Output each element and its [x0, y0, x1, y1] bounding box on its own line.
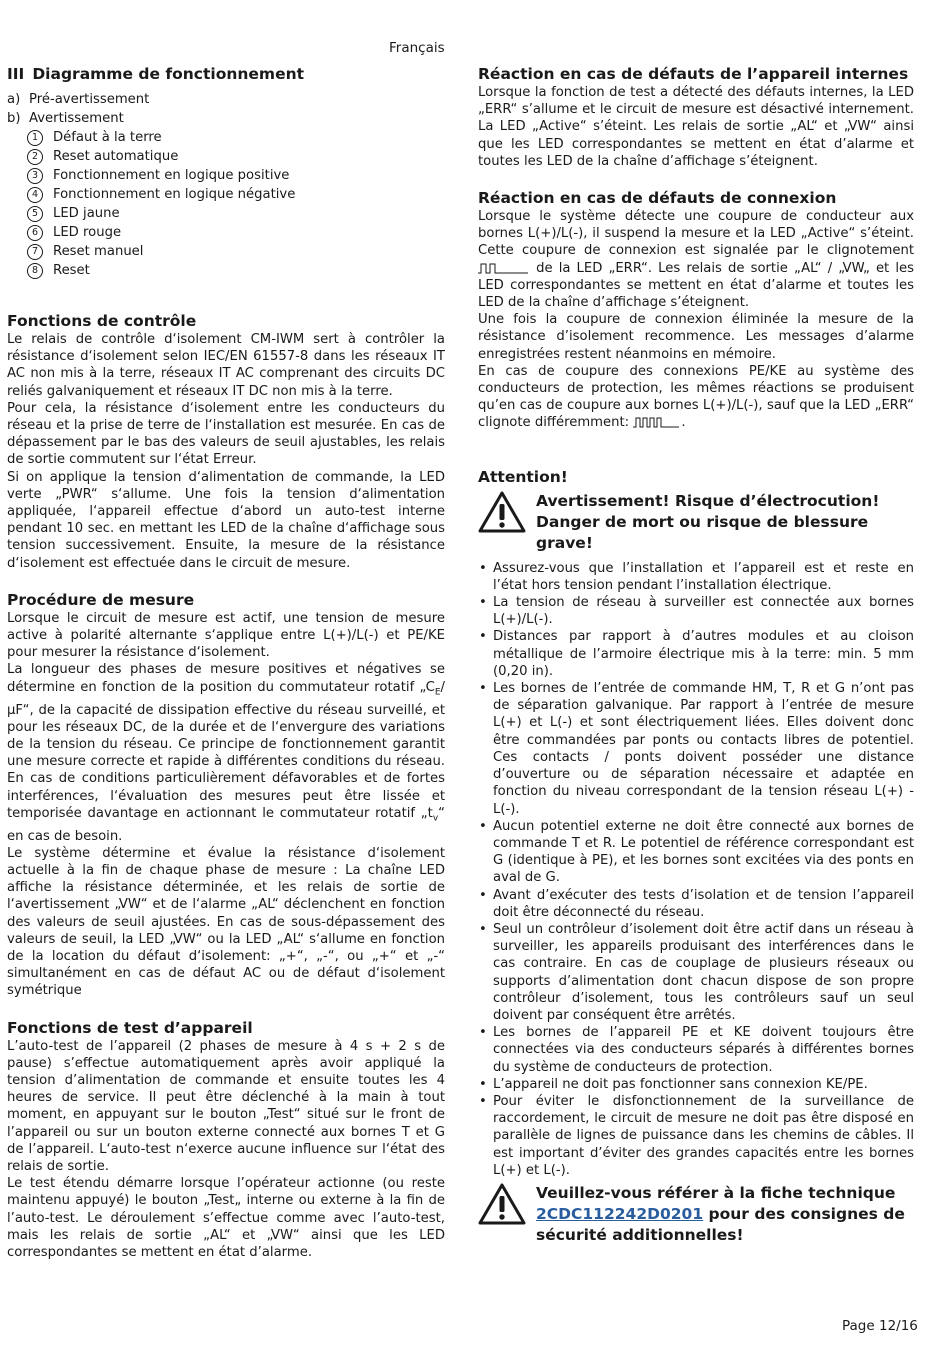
legend-list [7, 90, 445, 280]
warning-triangle-icon [478, 491, 526, 533]
circled-number: 2 [27, 149, 43, 165]
list-item: • Pour éviter le disfonctionnement de la surveillance de raccordement, le circuit de mesure ne doit pas être disposé en parallèle de lignes de puissance dans les chemins de câbles. Il est important d’éviter des grandes capacités entre les bornes L(+) et L(-). [478, 1093, 914, 1179]
right-column [478, 64, 914, 1246]
paragraph: La longueur des phases de mesure positives et négatives se détermine en fonction de la position du commutateur rotatif $„C_E/\mu F“$, de la capacité de dissipation effective du réseau surveillé, et pour les réseaux DC, de la durée et de l‘envergure des variations de la tension du réseau. Ce principe de fonctionnement garantit une mesure correcte et rapide à différentes conditions du réseau. En cas de conditions particulièrement défavorables et de fortes interférences, l‘évaluation des mesures peut être lissée et temporisée davantage en actionnant le commutateur rotatif $„t_v“$ en cas de besoin. [7, 662, 445, 844]
legend-sub-item: 6 LED rouge [7, 223, 445, 242]
connection-faults-heading: Réaction en cas de défauts de connexion [478, 189, 837, 208]
legend-sub-item: 7 Reset manuel [7, 242, 445, 261]
circled-number: 7 [27, 244, 43, 260]
section-heading [7, 64, 445, 84]
page-number: Page 12/16 [842, 1318, 918, 1334]
circled-number: 5 [27, 206, 43, 222]
paragraph: Lorsque la fonction de test a détecté des défauts internes, la LED „ERR“ s’allume et le circuit de mesure est désactivé internement. La LED „Active“ s’éteint. Les relais de sortie „AL“ et „VW“ ainsi que les LED correspondantes se mettent en état d’alarme et toutes les LED de la chaîne d’affichage s’éteignent. [478, 85, 914, 169]
circled-number: 1 [27, 130, 43, 146]
legend-sub-item: 2 Reset automatique [7, 147, 445, 166]
measure-heading: Procédure de mesure [7, 590, 195, 609]
paragraph: Le système détermine et évalue la résistance d‘isolement actuelle à la fin de chaque phase de mesure : La chaîne LED affiche la résistance déterminée, et les relais de sortie de l‘avertissement „VW“ et de l‘alarme „AL“ déclenchent en fonction des valeurs de seuil ajustées. En cas de sous-dépassement des valeurs de seuil, la LED „VW“ ou la LED „AL“ s‘allume en fonction de la location du défaut d‘isolement: „+“, „-“, ou „+“ et „-“ simultanément en cas de défaut AC ou de défaut d‘isolement symétrique [7, 845, 445, 999]
paragraph: Lorsque le circuit de mesure est actif, une tension de mesure active à polarité alternante s‘applique entre L(+)/L(-) et PE/KE pour mesurer la résistance d‘isolement. [7, 610, 445, 661]
circled-number: 6 [27, 225, 43, 241]
list-item: • Assurez-vous que l’installation et l’appareil est et reste en l’état hors tension pendant l’installation électrique. [478, 560, 914, 594]
list-item: • Les bornes de l’entrée de commande HM, T, R et G n’ont pas de séparation galvanique. Par rapport à l’entrée de mesure L(+) et L(-) et sont électriquement liées. Elles doivent donc être commandées par ponts ou contacts libres de potentiel. Ces contacts / ponts doivent posséder une distance d’ouverture ou de séparation nécessaire et adaptée en fonction du niveau correspondant de la tension réseau L(+) - L(-). [478, 680, 914, 818]
list-item: • Aucun potentiel externe ne doit être connecté aux bornes de commande T et R. Le potentiel de référence correspondant est G (identique à PE), et les bornes sont excitées via des ponts en aval de G. [478, 818, 914, 887]
test-heading: Fonctions de test d’appareil [7, 1018, 253, 1037]
paragraph: Lorsque le système détecte une coupure de conducteur aux bornes L(+)/L(-), il suspend la mesure et la LED „Active“ s’éteint. Cette coupure de connexion est signalée par le clignotement de la LED „ERR“. Les relais de sortie „AL“ / „VW„ et les LED correspondantes se mettent en état d’alarme et toutes les LED de la chaîne d’affichage s’éteignent. [478, 209, 914, 311]
language-label: Français [389, 40, 445, 56]
blink-pattern-icon [633, 416, 681, 428]
list-item: • Les bornes de l’appareil PE et KE doivent toujours être connectées via des conducteurs séparés à différentes bornes du système de conducteurs de protection. [478, 1024, 914, 1076]
legend-sub-item: 3 Fonctionnement en logique positive [7, 166, 445, 185]
blink-pattern-icon [478, 262, 530, 274]
warning-line-1: Avertissement! Risque d’électrocution! [536, 491, 880, 510]
paragraph: Pour cela, la résistance d‘isolement entre les conducteurs du réseau et la prise de terre de l‘installation est mesurée. En cas de dépassement par le bas des valeurs de seuil ajustables, les relais de sortie commutent sur l‘état Erreur. [7, 400, 445, 468]
reference-text: Veuillez-vous référer à la fiche technique [536, 1183, 896, 1202]
legend-sub-item: 5 LED jaune [7, 204, 445, 223]
circled-number: 8 [27, 263, 43, 279]
control-heading: Fonctions de contrôle [7, 312, 197, 330]
paragraph: En cas de coupure des connexions PE/KE au système des conducteurs de protection, les mêmes réactions se produisent qu’en cas de coupure aux bornes L(+)/L(-), sauf que la LED „ERR“ clignote différemment: . [478, 363, 914, 431]
safety-list [478, 560, 914, 1179]
list-item: • Avant d’exécuter des tests d’isolation et de tension l’appareil doit être déconnecté du réseau. [478, 887, 914, 921]
list-item: a) Pré-avertissement [7, 92, 150, 107]
datasheet-reference [478, 1183, 914, 1246]
attention-heading: Attention! [478, 467, 568, 486]
list-item: • L’appareil ne doit pas fonctionner sans connexion KE/PE. [478, 1076, 914, 1093]
paragraph: Le test étendu démarre lorsque l’opérateur actionne (ou reste maintenu appuyé) le bouton „Test„ interne ou externe à la fin de l’auto-test. Le déroulement s’effectue comme avec l’auto-test, mais les relais de sortie „AL“ et „VW“ ainsi que les LED correspondantes se mettent en état d’alarme. [7, 1176, 445, 1261]
circled-number: 4 [27, 187, 43, 203]
legend-sub-item: 4 Fonctionnement en logique négative [7, 185, 445, 204]
paragraph: Le relais de contrôle d‘isolement CM-IWM sert à contrôler la résistance d‘isolement selon IEC/EN 61557-8 dans les réseaux IT AC non mis à la terre, réseaux IT AC comprenant des circuits DC reliés galvaniquement et réseaux IT DC non mis à la terre. [7, 332, 445, 399]
datasheet-link[interactable]: 2CDC112242D0201 [536, 1204, 704, 1223]
legend-sub-item: 1 Défaut à la terre [7, 128, 445, 147]
section-number: III [7, 65, 25, 83]
warning-triangle-icon [478, 1183, 526, 1225]
circled-number: 3 [27, 168, 43, 184]
list-item: b) Avertissement [7, 111, 124, 126]
legend-sub-item: 8 Reset [7, 261, 445, 280]
warning-line-2: Danger de mort ou risque de blessure grave! [536, 512, 869, 552]
paragraph: L’auto-test de l’appareil (2 phases de mesure à 4 s + 2 s de pause) s’effectue automatiquement après avoir appliqué la tension d’alimentation de commande et ensuite toutes les 4 heures de service. Il peut être déclenché à la main à tout moment, en appuyant sur le bouton „Test“ situé sur le front de l’appareil ou sur un bouton externe connecté aux bornes T et G de l’appareil. L‘auto-test n‘exerce aucune influence sur l‘état des relais de sortie. [7, 1038, 445, 1175]
left-column [7, 64, 445, 1261]
electrocution-warning [478, 491, 914, 554]
list-item: • Seul un contrôleur d’isolement doit être actif dans un réseau à surveiller, les appareils produisant des interférences dans le cas contraire. En cas de couplage de plusieurs réseaux ou supports d’alimentation dont chacun dispose de son propre contrôleur d’isolement, tous les contrôleurs sauf un seul doivent par conséquent être arrêtés. [478, 921, 914, 1024]
paragraph: Une fois la coupure de connexion éliminée la mesure de la résistance d’isolement recommence. Les messages d’alarme enregistrées restent néanmoins en mémoire. [478, 312, 914, 362]
internal-faults-heading: Réaction en cas de défauts de l’appareil internes [478, 65, 909, 83]
list-item: • Distances par rapport à d’autres modules et au cloison métallique de l’armoire électrique mis à la terre: min. 5 mm (0,20 in). [478, 628, 914, 680]
paragraph: Si on applique la tension d‘alimentation de commande, la LED verte „PWR“ s‘allume. Une fois la tension d‘alimentation appliquée, l‘appareil effectue d‘abord un auto-test interne pendant 10 sec. en mettant les LED de la chaîne d‘affichage sous tension successivement. Ensuite, la mesure de la résistance d‘isolement est effectuée dans le circuit de mesure. [7, 469, 445, 571]
reference-text: pour des consignes de sécurité additionnelles! [536, 1204, 905, 1244]
list-item: • La tension de réseau à surveiller est connectée aux bornes L(+)/L(-). [478, 594, 914, 628]
section-title: Diagramme de fonctionnement [32, 65, 305, 83]
